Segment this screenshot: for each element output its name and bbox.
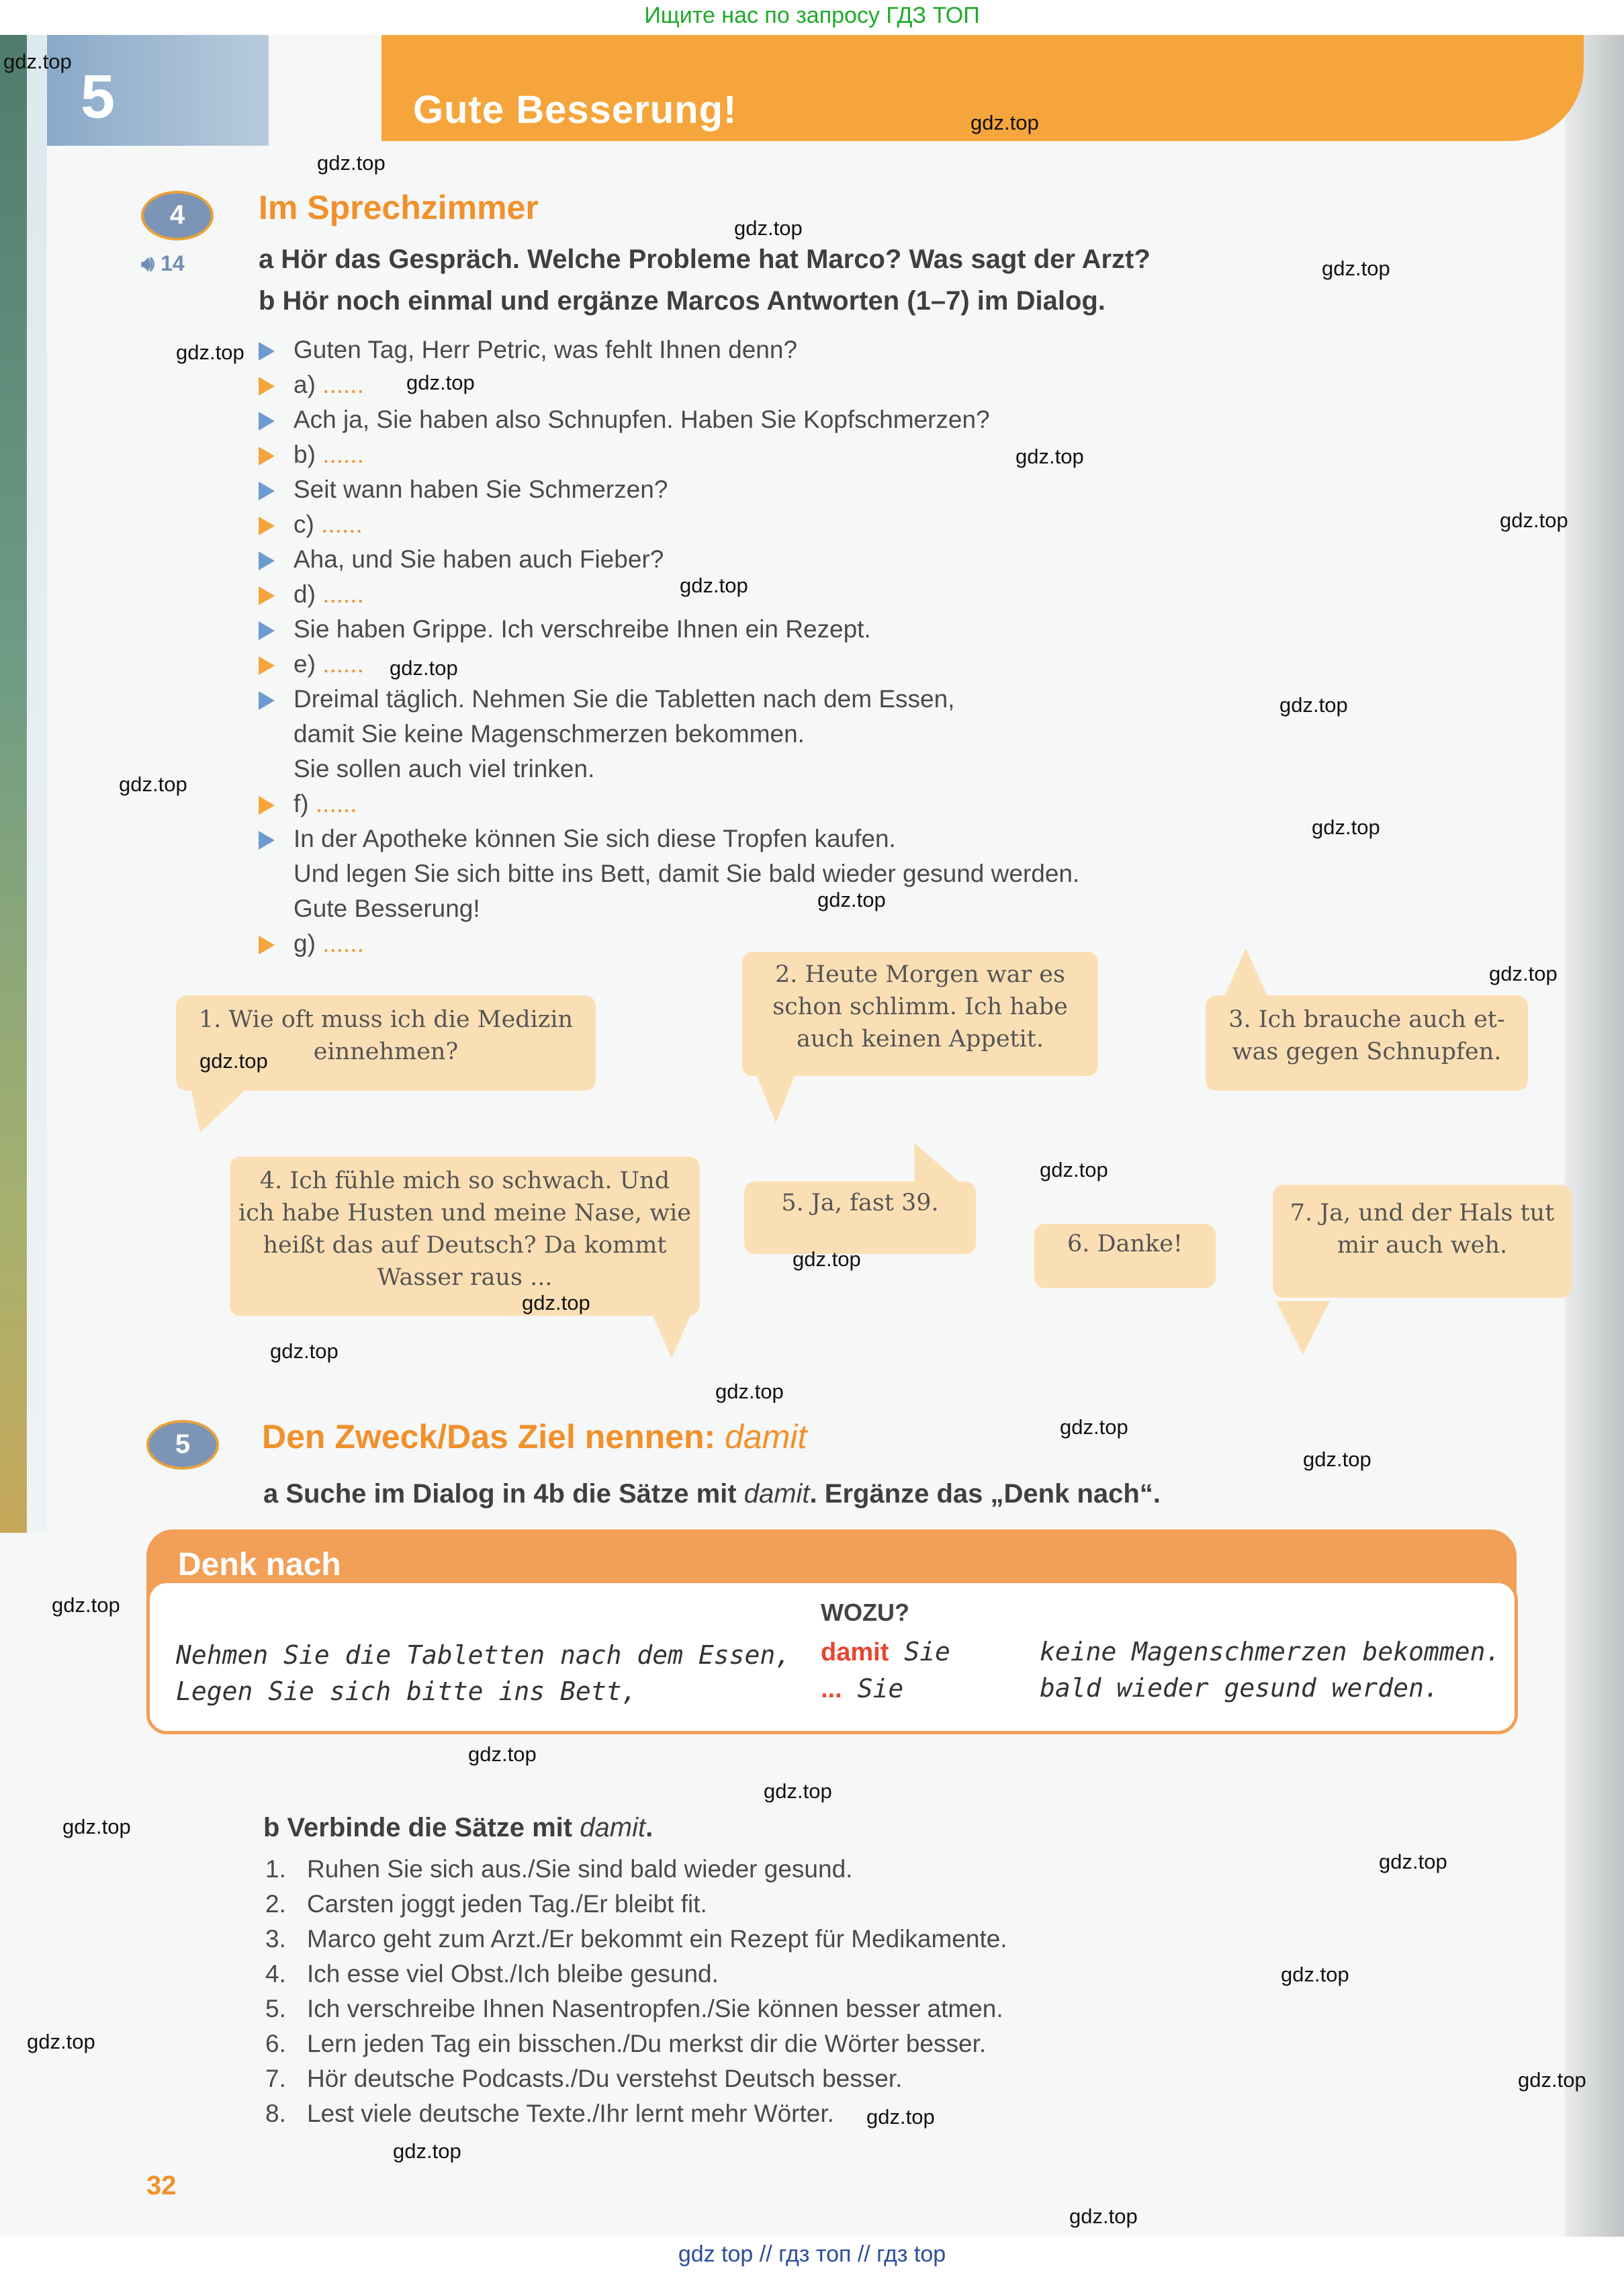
marco-arrow-icon [259, 936, 275, 954]
watermark: gdz.top [1281, 1963, 1349, 1986]
section-5-title: Den Zweck/Das Ziel nennen: damit [262, 1418, 807, 1456]
watermark: gdz.top [793, 1247, 861, 1271]
page-binding-shadow [1565, 35, 1624, 2237]
doctor-arrow-icon [259, 482, 275, 500]
watermark: gdz.top [393, 2139, 461, 2163]
marco-arrow-icon [259, 656, 275, 675]
page-number: 32 [146, 2171, 177, 2200]
section-badge-5: 5 [146, 1420, 219, 1470]
watermark: gdz.top [1303, 1447, 1371, 1471]
watermark: gdz.top [522, 1291, 590, 1314]
dialog-line: Seit wann haben Sie Schmerzen? [259, 472, 668, 507]
marco-arrow-icon [259, 586, 275, 605]
list-item: 7. Hör deutsche Podcasts./Du verstehst Deutsch besser. [265, 2065, 903, 2092]
watermark: gdz.top [764, 1779, 832, 1803]
top-banner[interactable]: Ищите нас по запросу ГДЗ ТОП [0, 0, 1624, 35]
watermark: gdz.top [52, 1593, 120, 1617]
speech-bubble-2: 2. Heute Morgen war es schon schlimm. Ich habe auch keinen Appetit. [742, 952, 1098, 1076]
list-item: 3. Marco geht zum Arzt./Er bekommt ein Rezept für Medikamente. [265, 1925, 1007, 1953]
watermark: gdz.top [62, 1815, 131, 1838]
chapter-number: 5 [81, 62, 116, 131]
watermark: gdz.top [817, 888, 886, 911]
section-4-title: Im Sprechzimmer [259, 189, 539, 226]
watermark: gdz.top [199, 1049, 268, 1073]
chapter-title: Gute Besserung! [413, 88, 737, 132]
watermark: gdz.top [1489, 962, 1558, 985]
dialog-line: Guten Tag, Herr Petric, was fehlt Ihnen denn? [259, 332, 797, 367]
marco-arrow-icon [259, 517, 275, 535]
watermark: gdz.top [406, 371, 475, 394]
watermark: gdz.top [680, 574, 748, 597]
dialog-line: Ach ja, Sie haben also Schnupfen. Haben Sie Kopfschmerzen? [259, 402, 990, 437]
watermark: gdz.top [119, 772, 187, 796]
watermark: gdz.top [1060, 1415, 1128, 1439]
list-item: 1. Ruhen Sie sich aus./Sie sind bald wieder gesund. [265, 1855, 853, 1883]
page-edge-illustration [0, 35, 27, 1533]
speech-bubble-7: 7. Ja, und der Hals tut mir auch weh. [1273, 1185, 1572, 1298]
task-4b: b Hör noch einmal und ergänze Marcos Antworten (1–7) im Dialog. [259, 286, 1106, 316]
doctor-arrow-icon [259, 342, 275, 361]
section-badge-4: 4 [141, 191, 214, 240]
dialog-gap: g) ...... [259, 926, 364, 961]
watermark: gdz.top [3, 50, 72, 73]
list-item: 5. Ich verschreibe Ihnen Nasentropfen./Sie können besser atmen. [265, 1995, 1003, 2022]
watermark: gdz.top [27, 2030, 95, 2053]
watermark: gdz.top [468, 1742, 537, 1766]
task-5b: b Verbinde die Sätze mit damit. [263, 1813, 653, 1842]
watermark: gdz.top [971, 111, 1039, 134]
dialog-line: Dreimal täglich. Nehmen Sie die Tabletten nach dem Essen, damit Sie keine Magenschmerzen bekommen. Sie sollen auch viel trinken. [259, 682, 954, 787]
speech-bubble-4: 4. Ich fühle mich so schwach. Und ich habe Husten und meine Nase, wie heißt das auf Deutsch? Da kommt Wasser raus ... [230, 1157, 700, 1316]
watermark: gdz.top [734, 216, 803, 240]
speech-bubble-6: 6. Danke! [1034, 1224, 1216, 1288]
dialog-line: Sie haben Grippe. Ich verschreibe Ihnen ein Rezept. [259, 612, 871, 647]
dialog-line: In der Apotheke können Sie sich diese Tropfen kaufen. Und legen Sie sich bitte ins Bett, damit Sie bald wieder gesund werden. Gute Besserung! [259, 821, 1079, 926]
page-edge [27, 35, 47, 1533]
denk-nach-main-clauses: Nehmen Sie die Tabletten nach dem Essen, Legen Sie sich bitte ins Bett, [176, 1640, 791, 1706]
watermark: gdz.top [866, 2105, 935, 2129]
dialog-gap: d) ...... [259, 577, 364, 612]
speaker-icon: 🔊︎ [141, 251, 161, 275]
dialog-gap: f) ...... [259, 787, 357, 821]
task-4a: a Hör das Gespräch. Welche Probleme hat Marco? Was sagt der Arzt? [259, 244, 1151, 274]
task-5a: a Suche im Dialog in 4b die Sätze mit damit. Ergänze das „Denk nach“. [263, 1479, 1161, 1509]
watermark: gdz.top [1312, 815, 1380, 839]
dialog-gap: e) ...... [259, 647, 364, 682]
wozu-label: WOZU? [821, 1599, 909, 1626]
marco-arrow-icon [259, 796, 275, 815]
audio-track-number: 14 [161, 251, 185, 275]
watermark: gdz.top [270, 1339, 339, 1363]
watermark: gdz.top [715, 1380, 784, 1403]
doctor-arrow-icon [259, 691, 275, 710]
dialog-gap: a) ...... [259, 367, 364, 402]
textbook-page [0, 35, 1624, 2237]
denk-nach-endings: keine Magenschmerzen bekommen. bald wieder gesund werden. [1040, 1637, 1501, 1703]
dialog-gap: c) ...... [259, 507, 363, 542]
speech-bubble-5: 5. Ja, fast 39. [744, 1181, 976, 1254]
list-item: 8. Lest viele deutsche Texte./Ihr lernt mehr Wörter. [265, 2100, 834, 2127]
watermark: gdz.top [1016, 445, 1084, 468]
watermark: gdz.top [1069, 2204, 1138, 2228]
audio-track[interactable] [141, 251, 185, 277]
watermark: gdz.top [1040, 1158, 1108, 1181]
doctor-arrow-icon [259, 621, 275, 640]
doctor-arrow-icon [259, 551, 275, 570]
watermark: gdz.top [1322, 257, 1390, 280]
dialog-line: Aha, und Sie haben auch Fieber? [259, 542, 664, 577]
doctor-arrow-icon [259, 412, 275, 431]
denk-nach-conjunctions: damit Sie ... Sie [821, 1637, 950, 1703]
list-item: 4. Ich esse viel Obst./Ich bleibe gesund. [265, 1960, 719, 1988]
list-item: 6. Lern jeden Tag ein bisschen./Du merkst dir die Wörter besser. [265, 2030, 987, 2057]
list-item: 2. Carsten joggt jeden Tag./Er bleibt fit. [265, 1890, 707, 1918]
watermark: gdz.top [1500, 508, 1568, 532]
dialog-gap: b) ...... [259, 437, 364, 472]
watermark: gdz.top [1279, 693, 1348, 717]
watermark: gdz.top [176, 341, 244, 364]
watermark: gdz.top [1379, 1850, 1447, 1873]
doctor-arrow-icon [259, 831, 275, 850]
watermark: gdz.top [1518, 2068, 1586, 2092]
bottom-banner[interactable]: gdz top // гдз топ // гдз top [0, 2237, 1624, 2277]
speech-bubble-1: 1. Wie oft muss ich die Medizin einnehmen? [176, 995, 596, 1091]
watermark: gdz.top [390, 656, 458, 680]
watermark: gdz.top [317, 151, 386, 175]
denk-nach-title: Denk nach [178, 1547, 341, 1582]
marco-arrow-icon [259, 377, 275, 396]
speech-bubble-3: 3. Ich brauche auch et- was gegen Schnupfen. [1206, 995, 1528, 1091]
marco-arrow-icon [259, 447, 275, 465]
bubble-tail [1276, 1301, 1330, 1355]
